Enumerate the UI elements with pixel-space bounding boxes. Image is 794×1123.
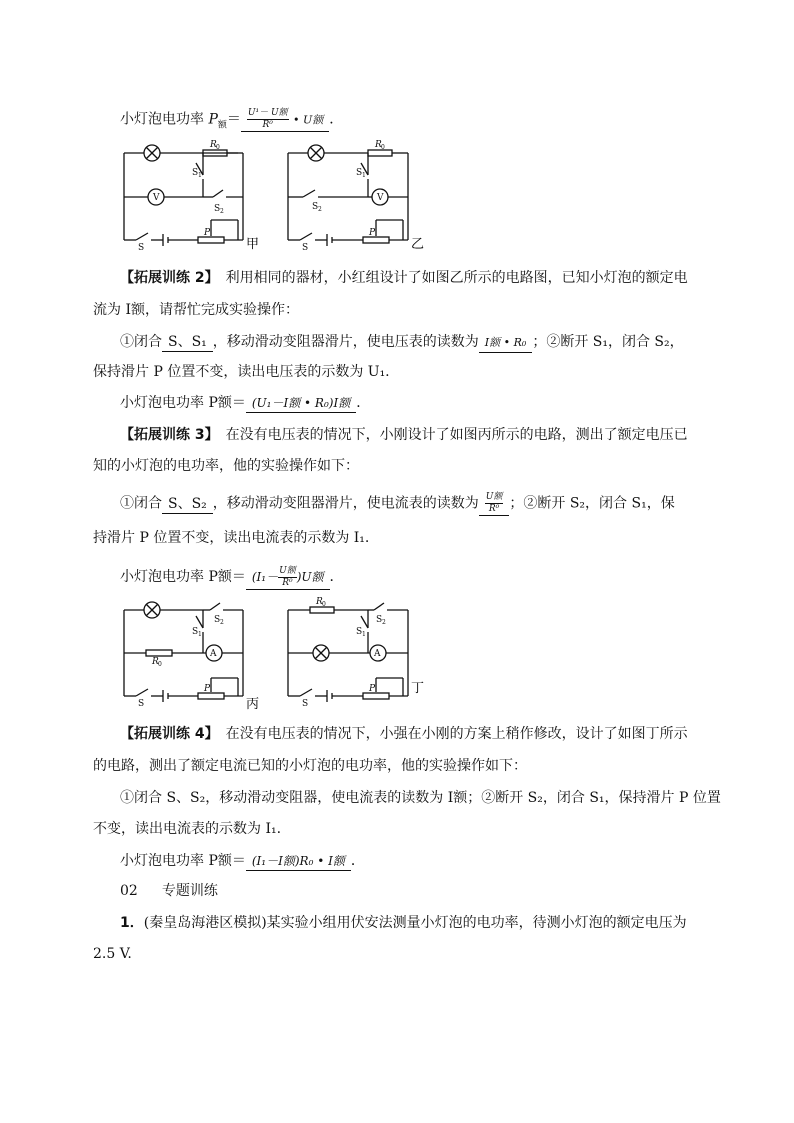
svg-text:V: V xyxy=(153,193,160,203)
circuit-diagrams-jia-yi xyxy=(118,135,425,255)
ex2-line-4: 保持滑片 P 位置不变，读出电压表的示数为 U₁. xyxy=(93,364,390,380)
svg-text:R: R xyxy=(210,140,217,150)
svg-text:S: S xyxy=(214,204,221,214)
ex3-line-5: 小灯泡电功率 P额＝ (I₁－ $\frac{\text{U额}}{\text{R⁰}}$ )U额 ． xyxy=(120,566,344,588)
ex3-tag: 【拓展训练 3】 xyxy=(120,427,212,443)
ex4-answer-blank: (I₁－I额)R₀ • I额 xyxy=(246,852,351,871)
svg-text:2: 2 xyxy=(220,619,224,626)
ex4-tag: 【拓展训练 4】 xyxy=(120,726,212,742)
ex3-line-1: 【拓展训练 3】 在没有电压表的情况下，小刚设计了如图丙所示的电路，测出了额定电压已 xyxy=(120,427,688,443)
svg-text:S: S xyxy=(192,168,199,178)
svg-text:P: P xyxy=(369,684,376,694)
svg-text:S: S xyxy=(312,202,319,212)
svg-text:P: P xyxy=(369,228,376,238)
svg-text:1: 1 xyxy=(198,631,202,638)
svg-text:R: R xyxy=(316,597,323,607)
svg-text:0: 0 xyxy=(158,661,162,668)
ex3-answer-blank: (I₁－ $\frac{\text{U额}}{\text{R⁰}}$ )U额 xyxy=(246,566,330,590)
svg-text:1: 1 xyxy=(362,631,366,638)
ex3-line-4: 持滑片 P 位置不变，读出电流表的示数为 I₁. xyxy=(93,530,370,546)
period: ． xyxy=(329,111,344,128)
ex3-line-3: ①闭合 S、S₂ ，移动滑动变阻器滑片，使电流表的读数为 $\frac{\text{U额}}{\text{R⁰}}$ ；②断开 S₂，闭合 S₁，保 xyxy=(120,492,675,514)
svg-text:S: S xyxy=(356,168,363,178)
q1-line-1: 1．(秦皇岛海港区模拟)某实验小组用伏安法测量小灯泡的电功率，待测小灯泡的额定电压为 xyxy=(120,915,687,931)
rated-subscript: 额 xyxy=(217,120,227,131)
ex2-line-5: 小灯泡电功率 P额＝ (U₁－I额 • R₀)I额 ． xyxy=(120,395,371,411)
ex3-blank-2: $\frac{\text{U额}}{\text{R⁰}}$ xyxy=(479,492,510,516)
svg-text:2: 2 xyxy=(382,619,386,626)
svg-text:A: A xyxy=(210,649,217,659)
svg-text:S: S xyxy=(376,615,383,625)
ex3-blank-1: S、S₂ xyxy=(162,495,213,514)
q1-line-2: 2.5 V. xyxy=(93,946,132,962)
svg-text:1: 1 xyxy=(362,172,366,179)
answer-denominator: R⁰ xyxy=(262,120,273,130)
ex2-text-1: 利用相同的器材，小红组设计了如图乙所示的电路图，已知小灯泡的额定电 xyxy=(211,270,688,286)
circuit-diagrams-bing-ding xyxy=(118,598,438,716)
ex4-line-1: 【拓展训练 4】 在没有电压表的情况下，小强在小刚的方案上稍作修改，设计了如图丁所示 xyxy=(120,726,688,742)
svg-text:R: R xyxy=(375,140,382,150)
svg-text:V: V xyxy=(377,193,384,203)
figure-label-bing: 丙 xyxy=(246,697,260,712)
ex4-line-3: ①闭合 S、S₂，移动滑动变阻器，使电流表的读数为 I额；②断开 S₂，闭合 S₁，保持滑片 P 位置 xyxy=(120,790,721,806)
ex2-tag: 【拓展训练 2】 xyxy=(120,270,212,286)
answer-blank xyxy=(241,108,329,132)
svg-text:R: R xyxy=(152,657,159,667)
svg-text:0: 0 xyxy=(216,144,220,151)
ex2-answer-blank: (U₁－I额 • R₀)I额 xyxy=(246,394,356,413)
power-label: 小灯泡电功率 xyxy=(120,111,204,128)
svg-text:S: S xyxy=(302,699,309,709)
section-heading xyxy=(120,881,218,901)
ex4-line-5: 小灯泡电功率 P额＝ (I₁－I额)R₀ • I额 ． xyxy=(120,853,365,869)
svg-text:S: S xyxy=(302,243,309,253)
svg-text:A: A xyxy=(374,649,381,659)
svg-text:P: P xyxy=(204,228,211,238)
formula-line-1 xyxy=(120,108,343,132)
svg-text:S: S xyxy=(138,699,145,709)
ex2-line-1 xyxy=(120,268,688,288)
power-symbol: P xyxy=(208,111,218,128)
figure-label-jia: 甲 xyxy=(246,237,260,252)
ex2-blank-2: I额 • R₀ xyxy=(479,334,533,353)
svg-text:S: S xyxy=(214,615,221,625)
ex3-line-2: 知的小灯泡的电功率，他的实验操作如下： xyxy=(93,458,359,474)
answer-numerator: U¹－ U额 xyxy=(247,108,288,118)
svg-text:2: 2 xyxy=(318,206,322,213)
figure-label-yi: 乙 xyxy=(411,237,425,252)
ex2-line-3: ①闭合 S、S₁ ，移动滑动变阻器滑片，使电压表的读数为 I额 • R₀ ；②断开 S₁，闭合 S₂， xyxy=(120,332,684,353)
ex4-line-2: 的电路，测出了额定电流已知的小灯泡的电功率，他的实验操作如下： xyxy=(93,758,527,774)
equals-sign: ＝ xyxy=(226,111,241,128)
figure-label-ding: 丁 xyxy=(411,681,425,696)
svg-text:2: 2 xyxy=(220,208,224,215)
svg-text:P: P xyxy=(204,684,211,694)
ex4-line-4: 不变，读出电流表的示数为 I₁. xyxy=(93,821,282,837)
svg-text:S: S xyxy=(356,627,363,637)
svg-text:1: 1 xyxy=(198,172,202,179)
q1-number: 1． xyxy=(120,915,144,931)
svg-text:S: S xyxy=(138,243,145,253)
svg-text:0: 0 xyxy=(381,144,385,151)
ex2-blank-1: S、S₁ xyxy=(162,333,213,352)
answer-tail: • U额 xyxy=(292,113,324,127)
svg-text:0: 0 xyxy=(322,601,326,608)
svg-text:S: S xyxy=(192,627,199,637)
ex2-line-2: 流为 I额，请帮忙完成实验操作： xyxy=(93,302,299,318)
section-number: 02 xyxy=(120,883,138,899)
section-title: 专题训练 xyxy=(161,883,218,899)
